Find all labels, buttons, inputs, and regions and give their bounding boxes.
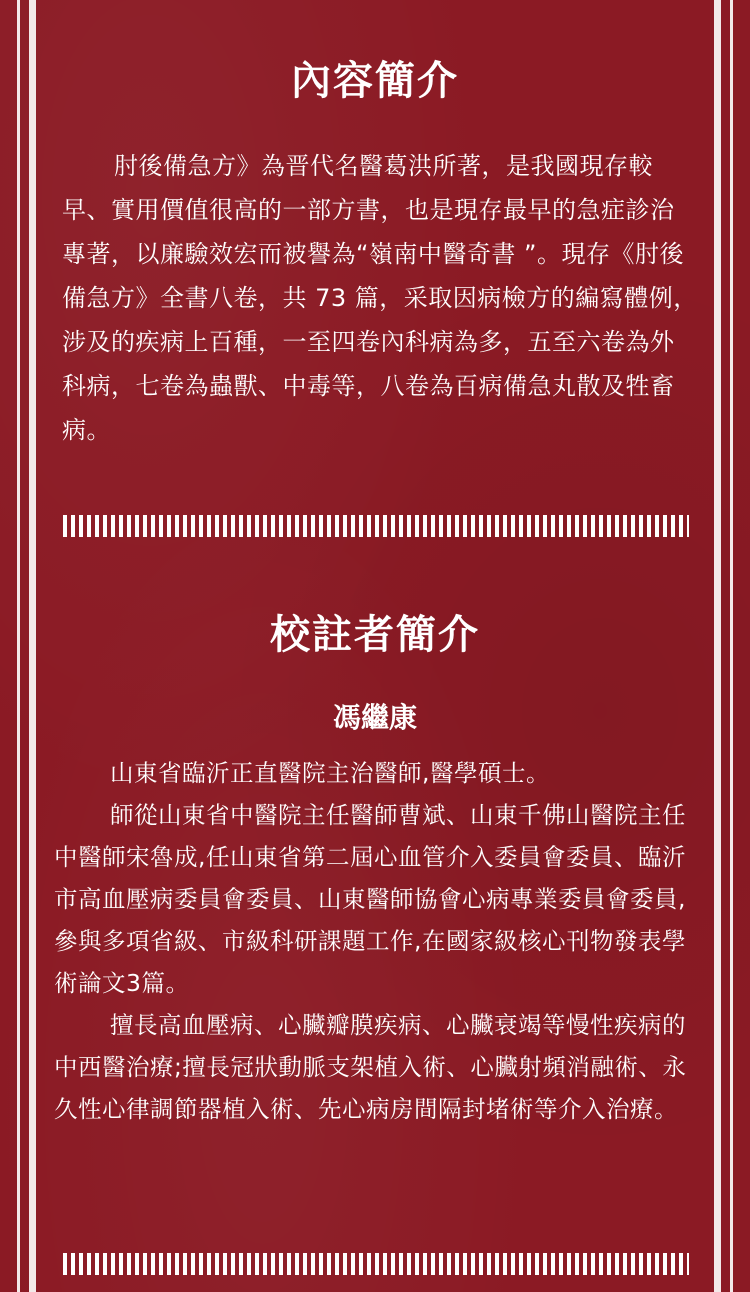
intro-paragraph: 肘後備急方》為晋代名醫葛洪所著，是我國現存較早、實用價值很高的一部方書，也是現存最早的急症診治專著，以廉驗效宏而被譽為“嶺南中醫奇書 ”。現存《肘後備急方》全書八卷，共 73 篇，采取因病檢方的編寫體例，涉及的疾病上百種，一至四卷內科病為多，五至六卷為外科病，七卷為蟲獸、中毒等，八卷為百病備急丸散及牲畜病。 — [62, 152, 698, 444]
annotator-bio-position: 山東省臨沂正直醫院主治醫師,醫學碩士。 — [110, 759, 550, 787]
intro-heading: 內容簡介 — [291, 58, 459, 104]
annotator-heading: 校註者簡介 — [270, 612, 480, 658]
annotator-bio-career: 師從山東省中醫院主任醫師曹斌、山東千佛山醫院主任中醫師宋魯成,任山東省第二屆心血管介入委員會委員、臨沂市高血壓病委員會委員、山東醫師協會心病專業委員會委員,參與多項省級、市級科研課題工作,在國家級核心刊物發表學術論文3篇。 — [54, 801, 686, 997]
section-divider-bottom — [63, 1253, 689, 1275]
annotator-name: 馮繼康 — [332, 701, 417, 734]
annotator-bio-expertise: 擅長高血壓病、心臟瓣膜疾病、心臟衰竭等慢性疾病的中西醫治療;擅長冠狀動脈支架植入術、心臟射頻消融術、永久性心律調節器植入術、先心病房間隔封堵術等介入治療。 — [54, 1011, 687, 1123]
section-divider-top — [63, 515, 689, 537]
